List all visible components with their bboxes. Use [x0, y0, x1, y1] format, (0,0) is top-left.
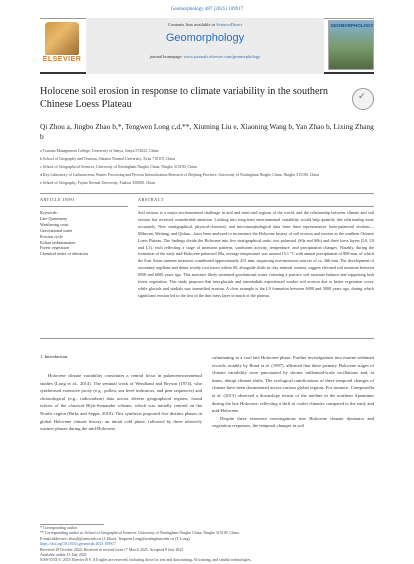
- divider: [40, 338, 374, 339]
- divider: [138, 206, 374, 207]
- copyright-notice: 0169-555X/© 2025 Elsevier B.V. All rights are reserved, including those for text and data mining, AI training, and similar technologies.: [40, 558, 252, 563]
- abstract-text: Soil erosion is a major environmental challenge in arid and semi-arid regions of the world, and the relationship between climate and soil erosion has received considerable attention. Looking into long-term environmental variability would help quantify this relationship more accurately. New stratigraphical, physical-chemical, and micromorphological data from three representative loess-palaeosol sections—Mihecun, Weitang, and Qishuo—have been analyzed to reconstruct the Holocene history of soil erosion and erosion in the southern Chinese Loess Plateau. The findings divide the Holocene into five stratigraphical units: two palaeosol (S0a and S0b) and three loess layers (L0, L0 and L1), each reflecting a stage of monsoon patterns, sandstorm activity, temperature, and precipitation changes. Notably, during the formation of the early mid-Holocene palaeosol S0a, average temperature was around 15.1 °C with annual precipitation of 808 mm, of which the East Asian summer monsoon contributed approximately 451 mm, surpassing non-monsoon sources of ca. 366 mm. The development of secondary argillans and dense woody root traces within S0, alongside shifts in clay mineral content, suggest elevated soil moisture between 8500 and 6000 years ago. This moisture likely sustained gravitational water, fostering a positive soil moisture balance and supporting lush forest vegetation. This study proposes that interglacials and interstadials experienced weaker soil erosion due to better vegetation cover, while glacials and stadials saw intensified erosion. A clear example is the L0 formation between 6000 and 5000 years ago, during which significant erosion led to the loss of the thin loess layer in much of the plateau.: [138, 210, 374, 298]
- doi-link[interactable]: https://doi.org/10.1016/j.geomorph.2025.109917: [40, 542, 116, 547]
- affiliation-c: c School of Geographical Sciences, University of Nottingham Ningbo China, Ningbo 315100, China: [40, 165, 197, 169]
- keywords-label: Keywords:: [40, 210, 58, 215]
- footnote: ** Corresponding author at: School of Geographical Sciences, University of Nottingham Ningbo China, Ningbo 315100, China.: [40, 531, 240, 536]
- journal-title[interactable]: Geomorphology: [165, 32, 245, 44]
- section-heading: 1. Introduction: [40, 354, 68, 359]
- keyword-item: Late Quaternary: [40, 215, 68, 221]
- cover-title: GEOMORPHOLOGY: [330, 23, 374, 28]
- keywords-block: [40, 210, 130, 257]
- abstract-heading: ABSTRACT: [138, 197, 165, 202]
- divider: [40, 206, 128, 207]
- check-icon: ✓: [358, 92, 366, 102]
- elsevier-tree-icon: [45, 22, 79, 55]
- footnote-divider: [40, 524, 104, 525]
- keyword-item: Eolian sedimentation: [40, 239, 76, 245]
- keyword-item: Chemical index of alteration: [40, 251, 88, 257]
- sciencedirect-link[interactable]: ScienceDirect: [216, 22, 242, 27]
- keyword-item: Forest vegetation: [40, 245, 69, 251]
- homepage-line: journal homepage: www.journals.elsevier.com/geomorphology: [149, 54, 261, 59]
- article-info-heading: ARTICLE INFO: [40, 197, 75, 202]
- affiliation-a: a Tourism Management College, University of Sanya, Sanya 572022, China: [40, 149, 159, 153]
- affiliation-b: b School of Geography and Tourism, Shaanxi Normal University, Xi'an 710119, China: [40, 157, 176, 161]
- journal-cover[interactable]: [328, 20, 374, 70]
- intro-paragraph: culminating in a cool late Holocene phase. Further investigations into marine sediment records, notably by Bond et al. (1997), affirmed that these primary Holocene stages of climate variability were punctuated by shorter millennial-scale oscillations and, at times, abrupt climate shifts. The ecological ramifications of these temporal changes of climate have been documented across various global regions. For instance, Compostella et al. (2013) observed a downslope retreat of the treeline in the northern Apennines during the late Holocene, reflecting a shift to cooler climates compared to the early and mid-Holocene.: [212, 355, 374, 414]
- journal-citation[interactable]: Geomorphology 487 (2025) 109917: [170, 7, 244, 12]
- divider: [40, 193, 374, 194]
- affiliation-e: e School of Geography, Fujian Normal University, Fuzhou 350000, China: [40, 181, 156, 185]
- article-title: Holocene soil erosion in response to climate variability in the southern Chinese Loess Plateau: [40, 86, 329, 110]
- footnote: * Corresponding author.: [40, 526, 78, 530]
- homepage-link[interactable]: www.journals.elsevier.com/geomorphology: [183, 54, 261, 59]
- intro-column-right: [212, 354, 374, 430]
- keyword-item: Gravitational water: [40, 227, 73, 233]
- affiliation-d: d Key Laboratory of Carbonaceous Wastes Processing and Process Intensification Research of Zhejiang Province, University of Nottingham Ningbo China, Ningbo 315100, China: [40, 173, 320, 177]
- intro-column-left: Holocene climate variability constitutes a central focus in palaeoenvironmental studies (Long et al., 2014). The seminal work of Wendland and Bryson (1974), who synthesised extensive proxy (e.g., pollen, sea level indicators, and peat sequences) and chronological (e.g., radiocarbon) data across diverse geographical regions, found echoes of the classical Blytt-Sernander scheme, which was initially centred on the Nordic region (Birks and Seppä, 2010). This synthesis proposed five distinct phases in global Holocene climate history: an initial cold phase, followed by three relatively warmer phases during the mid-Holocene,: [40, 373, 202, 432]
- footnotes: [40, 526, 374, 564]
- received-dates: Received 29 October 2024; Received in revised form 17 March 2025; Accepted 9 July 2025: [40, 547, 184, 552]
- publisher-name: ELSEVIER: [42, 56, 82, 63]
- intro-paragraph: Despite these extensive investigations into Holocene climate dynamics and vegetation responses, the temporal changes in soil: [212, 415, 374, 429]
- author-list[interactable]: Qi Zhou a, Jingbo Zhao b,*, Tengwen Long c,d,**, Xiuming Liu e, Xiaoning Wang b, Yan Zhao b, Lixing Zhang b: [40, 122, 374, 141]
- contents-line: Contents lists available at ScienceDirect: [168, 22, 242, 27]
- elsevier-logo[interactable]: [40, 22, 84, 68]
- email-footnote[interactable]: E-mail addresses: zhaojb@snnu.edu.cn (J. Zhao), Tengwen.Long@nottingham.edu.cn (T. Long).: [40, 536, 191, 541]
- affiliations: [40, 147, 374, 187]
- available-online: Available online 13 July 2025: [40, 553, 87, 558]
- keyword-item: Erosion cycle: [40, 233, 63, 239]
- keyword-item: Weathering crust: [40, 221, 69, 227]
- check-for-updates-button[interactable]: [352, 88, 374, 110]
